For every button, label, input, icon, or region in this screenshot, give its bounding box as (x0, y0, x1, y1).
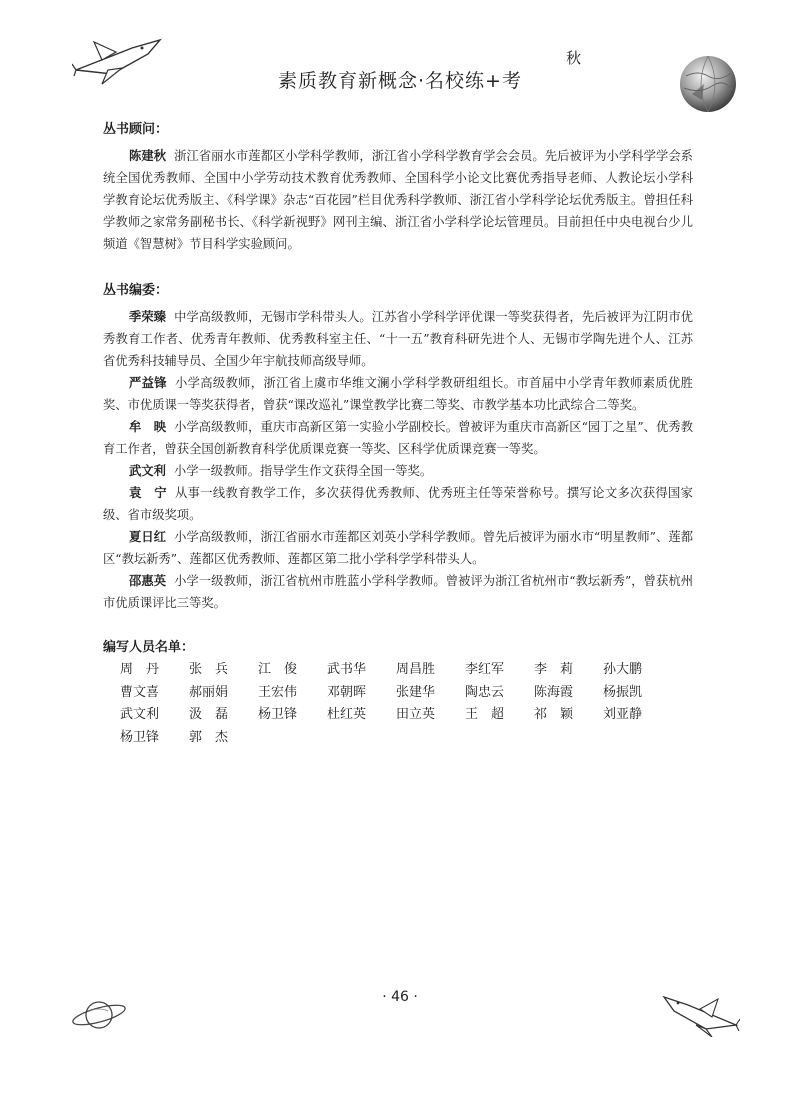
writer-name: 张 兵 (189, 662, 229, 677)
editor-entry (103, 526, 693, 570)
writers-list (120, 659, 693, 749)
page-header-title: 素质教育新概念·名校练+考 (278, 70, 522, 92)
person-bio: 浙江省丽水市莲都区小学科学教师，浙江省小学科学教育学会会员。先后被评为小学科学学会系统全国优秀教师、全国中小学劳动技术教育优秀教师、全国科学小论文比赛优秀指导老师、人教论坛小学科学教育论坛优秀版主、《科学课》杂志“百花园”栏目优秀科学教师、浙江省小学科学论坛优秀版主。曾担任科学教师之家常务副秘书长、《科学新视野》网刊主编、浙江省小学科学论坛管理员。目前担任中央电视台少儿频道《智慧树》节目科学实验顾问。 (103, 149, 693, 251)
writer-name: 曹文喜 (120, 684, 160, 700)
writer-name: 陶忠云 (465, 684, 505, 700)
person-bio: 小学高级教师，浙江省上虞市华维文澜小学科学教研组组长。市首届中小学青年教师素质优胜奖、市优质课一等奖获得者，曾获“课改巡礼”课堂教学比赛二等奖、市教学基本功比武综合二等奖。 (103, 376, 693, 412)
globe-icon (678, 54, 738, 114)
person-bio: 小学高级教师，重庆市高新区第一实验小学副校长。曾被评为重庆市高新区“园丁之星”、优秀教育工作者，曾获全国创新教育科学优质课竞赛一等奖、区科学优质课竞赛一等奖。 (103, 420, 693, 456)
writer-name: 武文利 (120, 707, 160, 722)
writer-name: 郝丽娟 (189, 684, 229, 700)
writer-name: 杨振凯 (603, 684, 643, 700)
season-label: 秋 (566, 49, 582, 67)
person-bio: 从事一线教育教学工作，多次获得优秀教师、优秀班主任等荣誉称号。撰写论文多次获得国家级、省市级奖项。 (103, 486, 693, 522)
space-shuttle-icon (660, 985, 740, 1037)
writer-name: 杜红英 (327, 707, 367, 722)
person-name: 牟 映 (129, 420, 167, 434)
person-bio: 小学一级教师。指导学生作文获得全国一等奖。 (173, 464, 433, 478)
writer-name: 李 莉 (534, 662, 574, 677)
person-bio: 小学高级教师，浙江省丽水市莲都区刘英小学科学教师。曾先后被评为丽水市“明星教师”、莲都区“教坛新秀”、莲都区优秀教师、莲都区第二批小学科学学科带头人。 (103, 530, 693, 566)
writer-name: 祁 颖 (534, 707, 574, 722)
writer-name: 周昌胜 (396, 662, 436, 677)
editor-entry (103, 372, 693, 416)
person-name: 夏日红 (129, 530, 167, 544)
writer-name: 武书华 (327, 662, 367, 677)
person-name: 严益锋 (129, 376, 167, 390)
editor-entry (103, 482, 693, 526)
editor-entry (103, 416, 693, 460)
writer-name: 李红军 (465, 662, 505, 677)
writer-name: 江 俊 (258, 662, 298, 677)
person-name: 邵惠英 (129, 574, 167, 588)
writer-name: 杨卫锋 (120, 729, 160, 745)
writer-name: 邓朝晖 (327, 684, 367, 700)
writer-name: 孙大鹏 (603, 662, 643, 677)
person-name: 季荣臻 (129, 310, 167, 324)
person-name: 武文利 (129, 464, 166, 478)
editor-entry (103, 570, 693, 614)
person-name: 袁 宁 (129, 486, 167, 500)
writer-name: 杨卫锋 (258, 707, 298, 722)
writer-name: 王 超 (465, 707, 505, 722)
person-name: 陈建秋 (129, 149, 167, 163)
editor-entry (103, 460, 693, 482)
person-bio: 中学高级教师，无锡市学科带头人。江苏省小学科学评优课一等奖获得者，先后被评为江阴市优秀教育工作者、优秀青年教师、优秀教科室主任、“十一五”教育科研先进个人、无锡市学陶先进个人、江苏省优秀科技辅导员、全国少年宇航技师高级导师。 (103, 310, 693, 368)
writer-name: 陈海霞 (534, 684, 574, 700)
writers-heading: 编写人员名单： (103, 640, 195, 655)
editor-heading: 丛书编委： (103, 283, 169, 298)
advisor-heading: 丛书顾问： (103, 122, 169, 137)
writer-name: 刘亚静 (603, 707, 643, 722)
person-bio: 小学一级教师，浙江省杭州市胜蓝小学科学教师。曾被评为浙江省杭州市“教坛新秀”，曾获杭州市优质课评比三等奖。 (103, 574, 693, 610)
writer-name: 郭 杰 (189, 729, 229, 745)
page-number: · 46 · (382, 989, 418, 1005)
writer-name: 周 丹 (120, 662, 160, 677)
writer-name: 张建华 (396, 684, 436, 700)
writer-name: 田立英 (396, 707, 436, 722)
planet-icon (70, 993, 128, 1037)
advisor-entry (103, 145, 693, 255)
writer-name: 王宏伟 (258, 684, 298, 700)
writer-name: 汲 磊 (189, 707, 229, 722)
main-content (103, 118, 693, 749)
editor-entry (103, 306, 693, 372)
